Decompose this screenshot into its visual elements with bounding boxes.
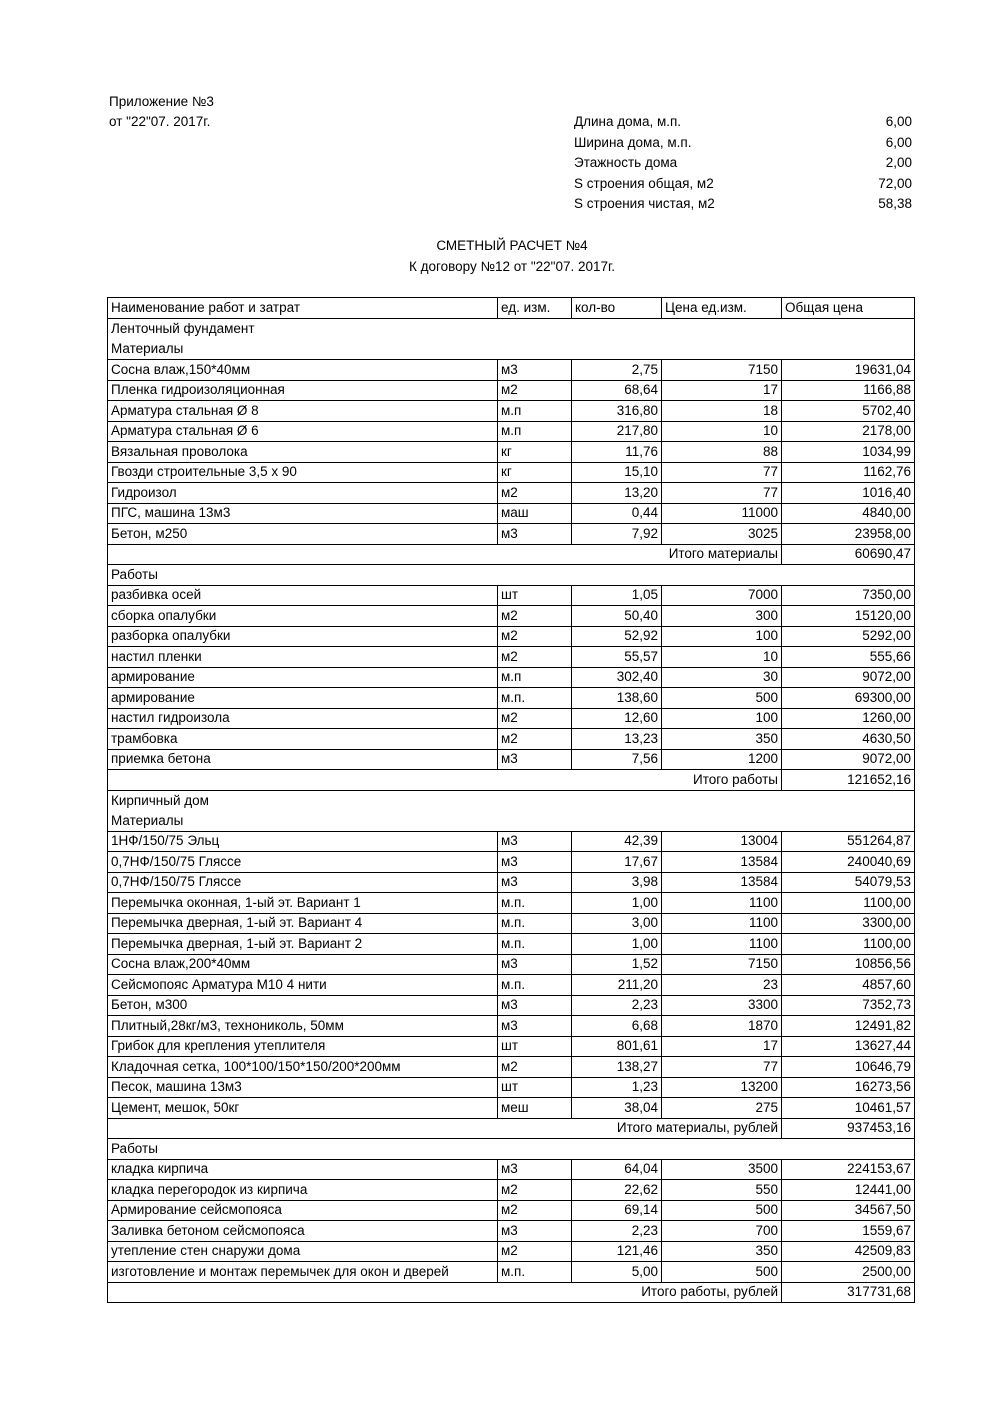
total-price-cell: 69300,00 [782, 688, 915, 709]
quantity-cell: 1,23 [572, 1077, 662, 1098]
unit-price-cell: 1200 [662, 749, 782, 770]
item-name-cell: Заливка бетоном сейсмопояса [108, 1221, 498, 1242]
total-price-cell: 7350,00 [782, 585, 915, 606]
document-subtitle: К договору №12 от "22"07. 2017г. [408, 259, 616, 274]
table-row [108, 1262, 915, 1283]
unit-price-cell: 77 [662, 1057, 782, 1078]
column-header: ед. изм. [498, 298, 572, 319]
group-label: Материалы [108, 811, 915, 832]
total-price-cell: 4840,00 [782, 503, 915, 524]
unit-price-cell: 18 [662, 401, 782, 422]
unit-cell: м.п [498, 401, 572, 422]
unit-cell: м3 [498, 1159, 572, 1180]
table-row [108, 975, 915, 996]
unit-price-cell: 13584 [662, 852, 782, 873]
table-row [108, 729, 915, 750]
quantity-cell: 11,76 [572, 442, 662, 463]
table-row [108, 442, 915, 463]
total-value: 937453,16 [782, 1118, 915, 1139]
unit-cell: м.п [498, 667, 572, 688]
table-row [108, 1098, 915, 1119]
total-price-cell: 2500,00 [782, 1262, 915, 1283]
item-name-cell: Арматура стальная Ø 6 [108, 421, 498, 442]
unit-price-cell: 7150 [662, 360, 782, 381]
unit-cell: м3 [498, 524, 572, 545]
unit-price-cell: 30 [662, 667, 782, 688]
total-price-cell: 240040,69 [782, 852, 915, 873]
item-name-cell: ПГС, машина 13м3 [108, 503, 498, 524]
total-price-cell: 1260,00 [782, 708, 915, 729]
item-name-cell: Сейсмопояс Арматура М10 4 нити [108, 975, 498, 996]
unit-cell: м.п. [498, 975, 572, 996]
item-name-cell: Вязальная проволока [108, 442, 498, 463]
item-name-cell: Арматура стальная Ø 8 [108, 401, 498, 422]
unit-cell: м.п. [498, 893, 572, 914]
item-name-cell: настил пленки [108, 647, 498, 668]
unit-price-cell: 500 [662, 688, 782, 709]
appendix-line-2: от "22"07. 2017г. [109, 114, 211, 129]
unit-cell: м3 [498, 872, 572, 893]
unit-cell: м.п. [498, 913, 572, 934]
param-value: 2,00 [885, 155, 912, 170]
unit-cell: м.п. [498, 1262, 572, 1283]
item-name-cell: Армирование сейсмопояса [108, 1200, 498, 1221]
quantity-cell: 316,80 [572, 401, 662, 422]
table-row [108, 462, 915, 483]
total-price-cell: 1559,67 [782, 1221, 915, 1242]
total-price-cell: 1034,99 [782, 442, 915, 463]
group-label: Работы [108, 565, 915, 586]
total-price-cell: 10856,56 [782, 954, 915, 975]
total-price-cell: 54079,53 [782, 872, 915, 893]
unit-cell: шт [498, 585, 572, 606]
quantity-cell: 801,61 [572, 1036, 662, 1057]
group-label-row [108, 339, 915, 360]
param-value: 58,38 [878, 196, 912, 211]
unit-price-cell: 100 [662, 708, 782, 729]
quantity-cell: 211,20 [572, 975, 662, 996]
unit-price-cell: 77 [662, 462, 782, 483]
table-row [108, 524, 915, 545]
total-price-cell: 9072,00 [782, 749, 915, 770]
table-row [108, 1241, 915, 1262]
unit-price-cell: 1870 [662, 1016, 782, 1037]
house-parameters [574, 112, 912, 215]
param-value: 6,00 [885, 134, 912, 150]
group-label: Материалы [108, 339, 915, 360]
table-row [108, 995, 915, 1016]
unit-price-cell: 275 [662, 1098, 782, 1119]
total-label: Итого материалы, рублей [108, 1118, 782, 1139]
item-name-cell: кладка кирпича [108, 1159, 498, 1180]
section-title: Ленточный фундамент [108, 319, 915, 340]
total-price-cell: 555,66 [782, 647, 915, 668]
total-price-cell: 42509,83 [782, 1241, 915, 1262]
unit-cell: м3 [498, 360, 572, 381]
unit-price-cell: 350 [662, 1241, 782, 1262]
unit-price-cell: 77 [662, 483, 782, 504]
unit-price-cell: 100 [662, 626, 782, 647]
total-row [108, 1282, 915, 1303]
table-row [108, 831, 915, 852]
unit-cell: м3 [498, 852, 572, 873]
total-value: 60690,47 [782, 544, 915, 565]
item-name-cell: изготовление и монтаж перемычек для окон и дверей [108, 1262, 498, 1283]
unit-price-cell: 17 [662, 1036, 782, 1057]
item-name-cell: приемка бетона [108, 749, 498, 770]
unit-cell: шт [498, 1077, 572, 1098]
unit-price-cell: 3025 [662, 524, 782, 545]
total-value: 121652,16 [782, 770, 915, 791]
table-row [108, 1077, 915, 1098]
unit-price-cell: 3300 [662, 995, 782, 1016]
table-row [108, 1221, 915, 1242]
total-label: Итого работы, рублей [108, 1282, 782, 1303]
group-label-row [108, 1139, 915, 1160]
total-row [108, 770, 915, 791]
unit-price-cell: 10 [662, 647, 782, 668]
total-price-cell: 15120,00 [782, 606, 915, 627]
total-price-cell: 19631,04 [782, 360, 915, 381]
table-row [108, 749, 915, 770]
unit-cell: м3 [498, 1221, 572, 1242]
unit-cell: меш [498, 1098, 572, 1119]
unit-cell: м2 [498, 647, 572, 668]
item-name-cell: Перемычка дверная, 1-ый эт. Вариант 2 [108, 934, 498, 955]
item-name-cell: Кладочная сетка, 100*100/150*150/200*200мм [108, 1057, 498, 1078]
param-label: S строения чистая, м2 [574, 196, 715, 211]
unit-price-cell: 300 [662, 606, 782, 627]
item-name-cell: Гвозди строительные 3,5 х 90 [108, 462, 498, 483]
table-row [108, 1200, 915, 1221]
unit-price-cell: 500 [662, 1200, 782, 1221]
quantity-cell: 50,40 [572, 606, 662, 627]
quantity-cell: 3,98 [572, 872, 662, 893]
total-row [108, 544, 915, 565]
unit-cell: м2 [498, 729, 572, 750]
param-area-net [574, 194, 912, 215]
total-price-cell: 9072,00 [782, 667, 915, 688]
quantity-cell: 5,00 [572, 1262, 662, 1283]
quantity-cell: 17,67 [572, 852, 662, 873]
quantity-cell: 1,52 [572, 954, 662, 975]
unit-cell: м2 [498, 1200, 572, 1221]
total-value: 317731,68 [782, 1282, 915, 1303]
total-price-cell: 5292,00 [782, 626, 915, 647]
quantity-cell: 3,00 [572, 913, 662, 934]
quantity-cell: 1,00 [572, 893, 662, 914]
unit-price-cell: 13200 [662, 1077, 782, 1098]
quantity-cell: 121,46 [572, 1241, 662, 1262]
total-price-cell: 2178,00 [782, 421, 915, 442]
total-row [108, 1118, 915, 1139]
unit-price-cell: 88 [662, 442, 782, 463]
quantity-cell: 55,57 [572, 647, 662, 668]
unit-price-cell: 550 [662, 1180, 782, 1201]
quantity-cell: 2,23 [572, 1221, 662, 1242]
table-row [108, 1016, 915, 1037]
table-row [108, 688, 915, 709]
quantity-cell: 6,68 [572, 1016, 662, 1037]
column-header: Цена ед.изм. [662, 298, 782, 319]
unit-cell: м3 [498, 831, 572, 852]
total-price-cell: 1100,00 [782, 934, 915, 955]
unit-cell: м3 [498, 749, 572, 770]
table-row [108, 647, 915, 668]
table-row [108, 872, 915, 893]
item-name-cell: армирование [108, 688, 498, 709]
quantity-cell: 302,40 [572, 667, 662, 688]
table-row [108, 1036, 915, 1057]
unit-cell: м3 [498, 995, 572, 1016]
unit-price-cell: 7150 [662, 954, 782, 975]
table-row [108, 1159, 915, 1180]
unit-cell: м2 [498, 380, 572, 401]
quantity-cell: 7,92 [572, 524, 662, 545]
item-name-cell: 0,7НФ/150/75 Гляссе [108, 872, 498, 893]
quantity-cell: 52,92 [572, 626, 662, 647]
unit-cell: кг [498, 462, 572, 483]
table-row [108, 852, 915, 873]
group-label: Работы [108, 1139, 915, 1160]
item-name-cell: кладка перегородок из кирпича [108, 1180, 498, 1201]
unit-price-cell: 1100 [662, 913, 782, 934]
table-row [108, 626, 915, 647]
quantity-cell: 42,39 [572, 831, 662, 852]
total-price-cell: 5702,40 [782, 401, 915, 422]
unit-cell: м2 [498, 626, 572, 647]
total-label: Итого работы [108, 770, 782, 791]
table-header-row [108, 298, 915, 319]
quantity-cell: 2,23 [572, 995, 662, 1016]
unit-price-cell: 10 [662, 421, 782, 442]
total-price-cell: 13627,44 [782, 1036, 915, 1057]
param-label: Этажность дома [574, 155, 678, 170]
quantity-cell: 13,23 [572, 729, 662, 750]
item-name-cell: разбивка осей [108, 585, 498, 606]
unit-cell: м2 [498, 1057, 572, 1078]
table-row [108, 1180, 915, 1201]
unit-price-cell: 13584 [662, 872, 782, 893]
total-price-cell: 23958,00 [782, 524, 915, 545]
table-row [108, 708, 915, 729]
quantity-cell: 22,62 [572, 1180, 662, 1201]
unit-price-cell: 3500 [662, 1159, 782, 1180]
quantity-cell: 217,80 [572, 421, 662, 442]
table-row [108, 934, 915, 955]
item-name-cell: Бетон, м300 [108, 995, 498, 1016]
total-price-cell: 34567,50 [782, 1200, 915, 1221]
quantity-cell: 1,00 [572, 934, 662, 955]
column-header: Наименование работ и затрат [108, 298, 498, 319]
item-name-cell: Сосна влаж,200*40мм [108, 954, 498, 975]
unit-cell: маш [498, 503, 572, 524]
column-header: Общая цена [782, 298, 915, 319]
item-name-cell: армирование [108, 667, 498, 688]
unit-price-cell: 13004 [662, 831, 782, 852]
quantity-cell: 7,56 [572, 749, 662, 770]
section-title: Кирпичный дом [108, 790, 915, 811]
item-name-cell: 0,7НФ/150/75 Гляссе [108, 852, 498, 873]
table-row [108, 421, 915, 442]
table-row [108, 954, 915, 975]
total-price-cell: 1100,00 [782, 893, 915, 914]
quantity-cell: 68,64 [572, 380, 662, 401]
unit-cell: м3 [498, 1016, 572, 1037]
quantity-cell: 13,20 [572, 483, 662, 504]
total-label: Итого материалы [108, 544, 782, 565]
item-name-cell: Плитный,28кг/м3, технониколь, 50мм [108, 1016, 498, 1037]
item-name-cell: Цемент, мешок, 50кг [108, 1098, 498, 1119]
total-price-cell: 16273,56 [782, 1077, 915, 1098]
unit-cell: кг [498, 442, 572, 463]
item-name-cell: Бетон, м250 [108, 524, 498, 545]
quantity-cell: 1,05 [572, 585, 662, 606]
quantity-cell: 0,44 [572, 503, 662, 524]
total-price-cell: 3300,00 [782, 913, 915, 934]
item-name-cell: Перемычка оконная, 1-ый эт. Вариант 1 [108, 893, 498, 914]
unit-cell: м.п. [498, 934, 572, 955]
item-name-cell: трамбовка [108, 729, 498, 750]
param-label: Длина дома, м.п. [574, 114, 682, 129]
unit-price-cell: 11000 [662, 503, 782, 524]
table-row [108, 503, 915, 524]
param-width [574, 133, 912, 154]
item-name-cell: Грибок для крепления утеплителя [108, 1036, 498, 1057]
section-title-row [108, 319, 915, 340]
quantity-cell: 69,14 [572, 1200, 662, 1221]
unit-price-cell: 17 [662, 380, 782, 401]
unit-cell: м3 [498, 954, 572, 975]
quantity-cell: 138,60 [572, 688, 662, 709]
unit-cell: м2 [498, 1180, 572, 1201]
item-name-cell: утепление стен снаружи дома [108, 1241, 498, 1262]
group-label-row [108, 565, 915, 586]
quantity-cell: 64,04 [572, 1159, 662, 1180]
quantity-cell: 138,27 [572, 1057, 662, 1078]
total-price-cell: 12491,82 [782, 1016, 915, 1037]
unit-price-cell: 350 [662, 729, 782, 750]
table-row [108, 483, 915, 504]
unit-cell: м2 [498, 483, 572, 504]
unit-cell: м2 [498, 1241, 572, 1262]
unit-price-cell: 1100 [662, 893, 782, 914]
unit-cell: м2 [498, 708, 572, 729]
item-name-cell: Сосна влаж,150*40мм [108, 360, 498, 381]
item-name-cell: настил гидроизола [108, 708, 498, 729]
unit-price-cell: 1100 [662, 934, 782, 955]
total-price-cell: 12441,00 [782, 1180, 915, 1201]
unit-price-cell: 500 [662, 1262, 782, 1283]
total-price-cell: 10646,79 [782, 1057, 915, 1078]
unit-price-cell: 7000 [662, 585, 782, 606]
total-price-cell: 551264,87 [782, 831, 915, 852]
table-row [108, 360, 915, 381]
item-name-cell: Песок, машина 13м3 [108, 1077, 498, 1098]
param-value: 6,00 [885, 114, 912, 129]
table-row [108, 585, 915, 606]
table-row [108, 1057, 915, 1078]
total-price-cell: 4630,50 [782, 729, 915, 750]
param-value: 72,00 [878, 175, 912, 191]
column-header: кол-во [572, 298, 662, 319]
section-title-row [108, 790, 915, 811]
quantity-cell: 38,04 [572, 1098, 662, 1119]
total-price-cell: 1162,76 [782, 462, 915, 483]
table-row [108, 893, 915, 914]
group-label-row [108, 811, 915, 832]
quantity-cell: 15,10 [572, 462, 662, 483]
item-name-cell: 1НФ/150/75 Эльц [108, 831, 498, 852]
total-price-cell: 4857,60 [782, 975, 915, 996]
item-name-cell: Пленка гидроизоляционная [108, 380, 498, 401]
document-title: СМЕТНЫЙ РАСЧЕТ №4 [436, 238, 588, 253]
total-price-cell: 7352,73 [782, 995, 915, 1016]
unit-cell: м.п. [498, 688, 572, 709]
estimate-table [107, 297, 915, 1303]
quantity-cell: 12,60 [572, 708, 662, 729]
total-price-cell: 1016,40 [782, 483, 915, 504]
unit-cell: м2 [498, 606, 572, 627]
item-name-cell: Перемычка дверная, 1-ый эт. Вариант 4 [108, 913, 498, 934]
total-price-cell: 224153,67 [782, 1159, 915, 1180]
appendix-line-1: Приложение №3 [109, 94, 214, 109]
param-area-total [574, 174, 912, 195]
table-row [108, 401, 915, 422]
total-price-cell: 10461,57 [782, 1098, 915, 1119]
total-price-cell: 1166,88 [782, 380, 915, 401]
param-label: S строения общая, м2 [574, 175, 714, 191]
item-name-cell: разборка опалубки [108, 626, 498, 647]
item-name-cell: сборка опалубки [108, 606, 498, 627]
item-name-cell: Гидроизол [108, 483, 498, 504]
table-row [108, 380, 915, 401]
table-row [108, 667, 915, 688]
table-row [108, 606, 915, 627]
table-row [108, 913, 915, 934]
param-label: Ширина дома, м.п. [574, 134, 692, 150]
unit-cell: м.п [498, 421, 572, 442]
unit-cell: шт [498, 1036, 572, 1057]
param-length [574, 112, 912, 133]
unit-price-cell: 700 [662, 1221, 782, 1242]
unit-price-cell: 23 [662, 975, 782, 996]
quantity-cell: 2,75 [572, 360, 662, 381]
param-floors [574, 153, 912, 174]
